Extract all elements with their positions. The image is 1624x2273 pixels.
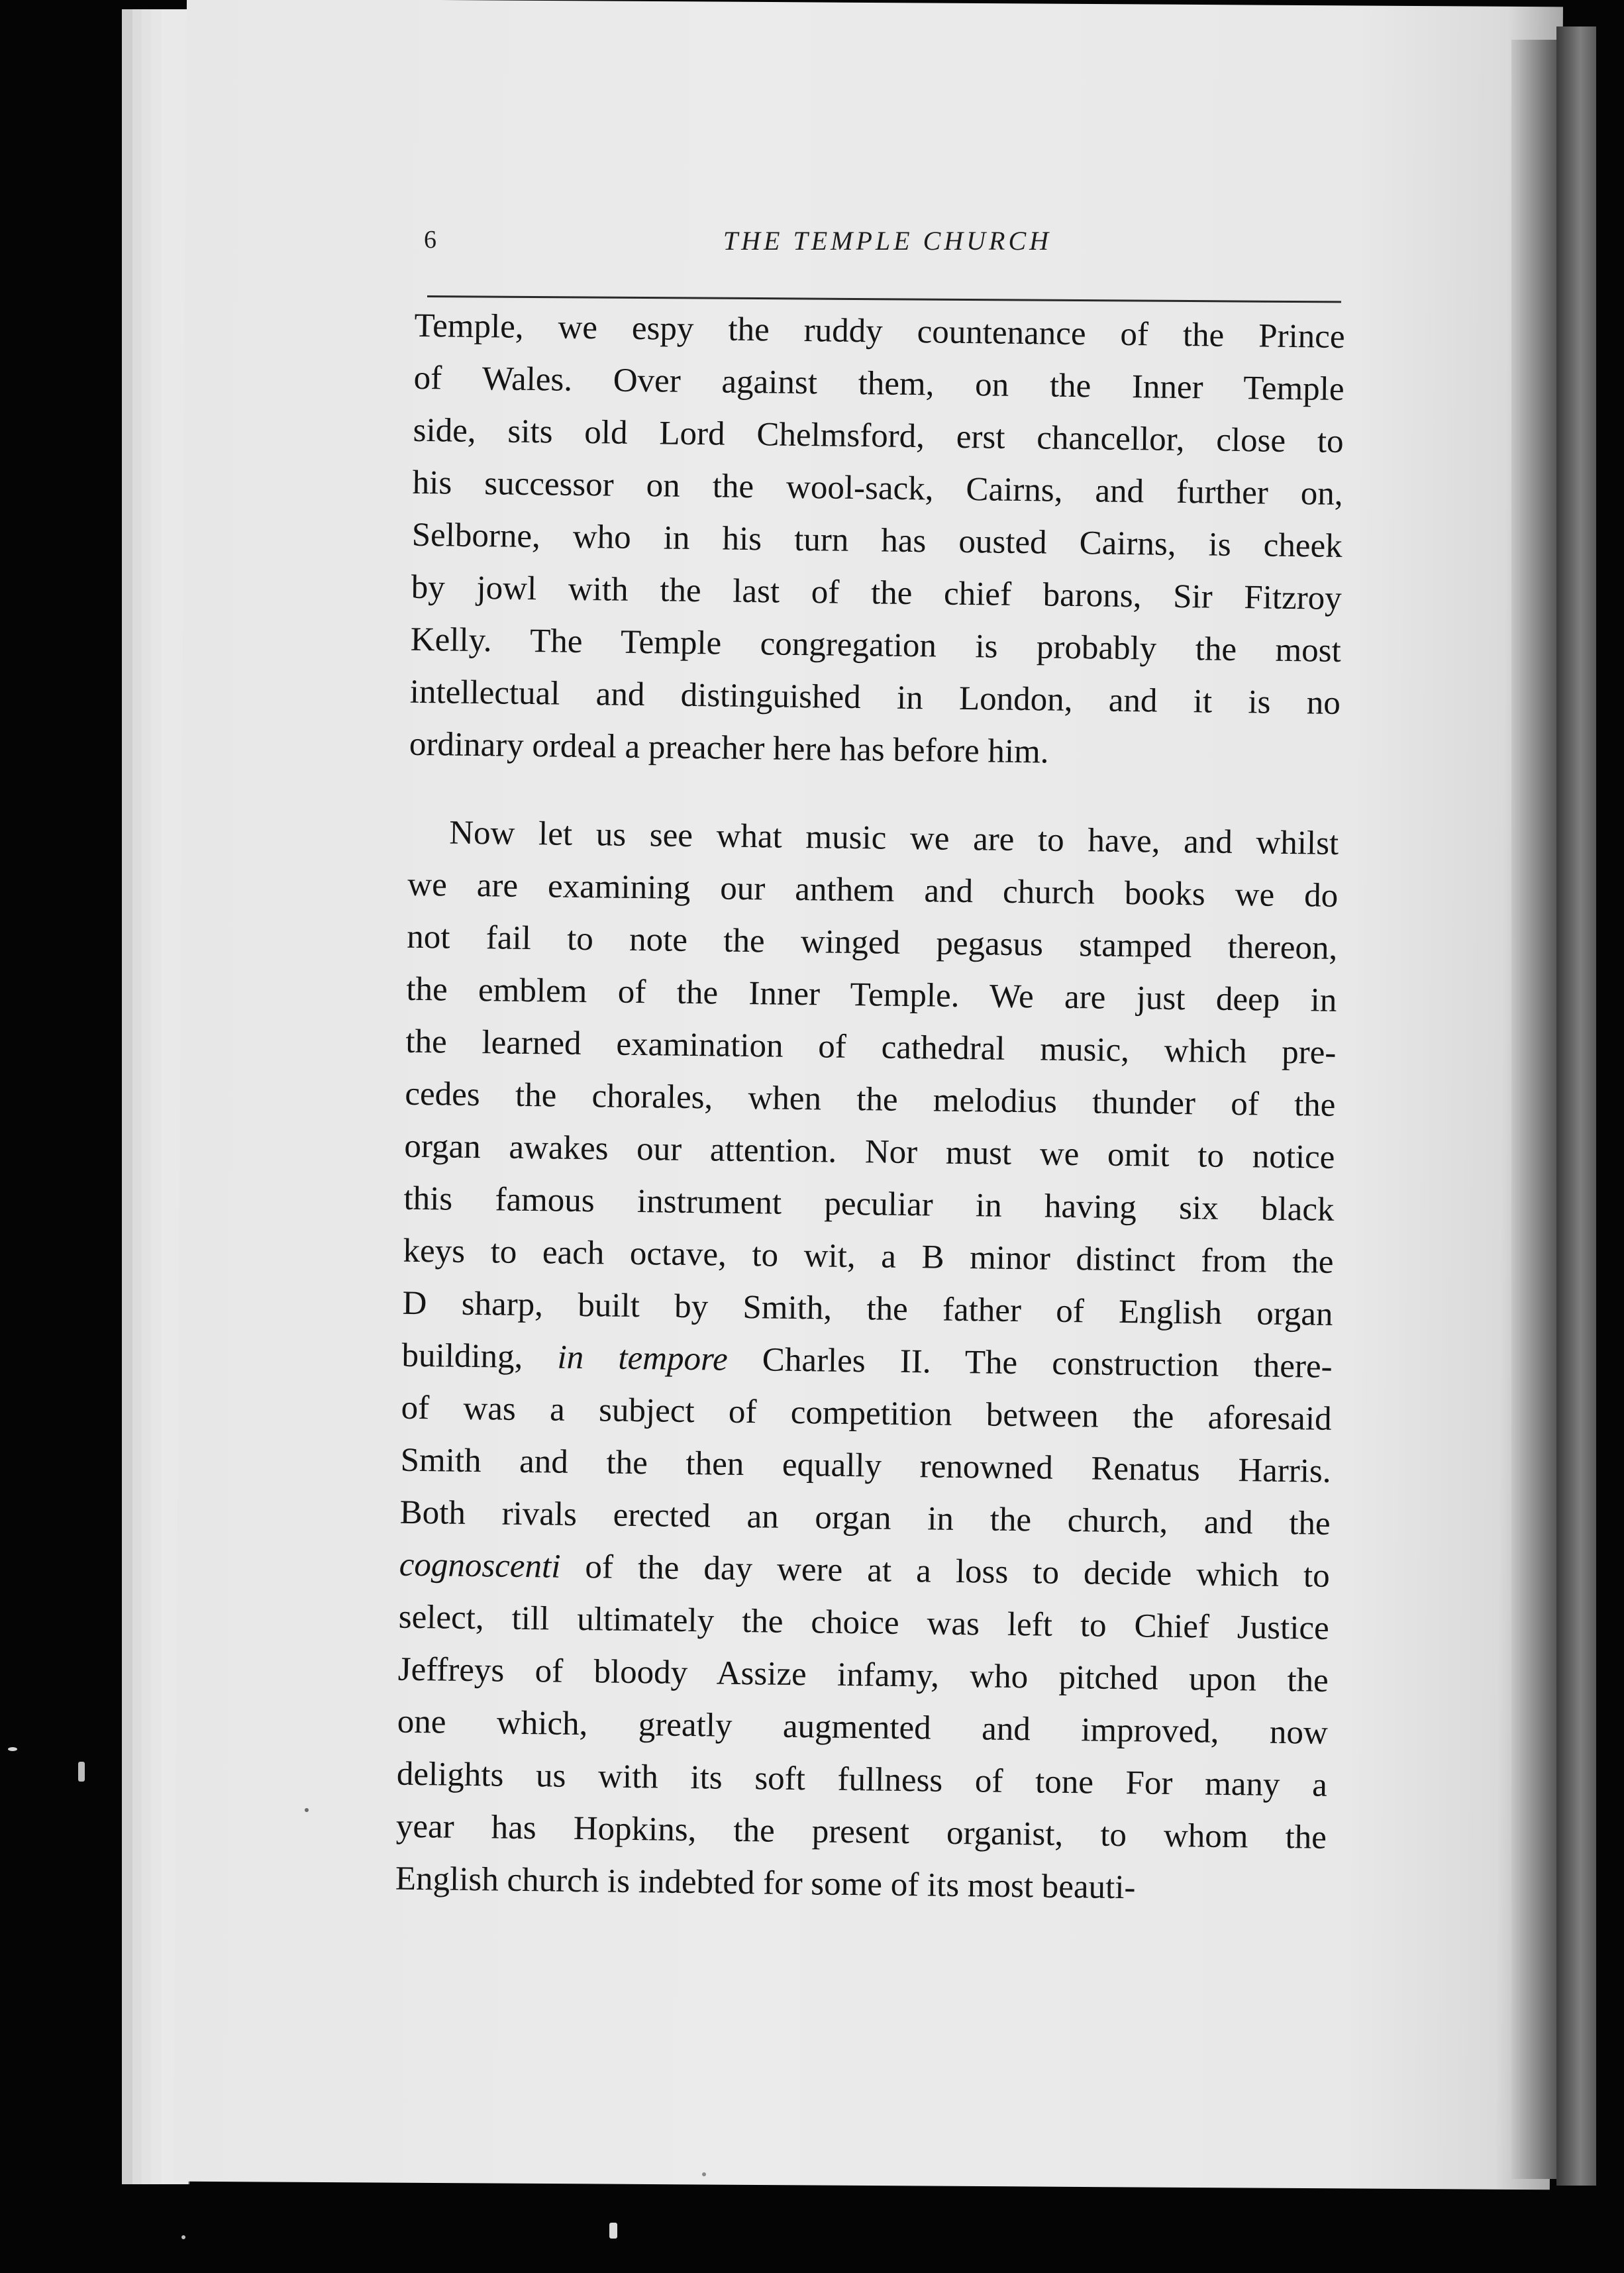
text-line: by jowl with the last of the chief barons, Sir Fitzroy — [411, 568, 1343, 617]
scan-speck — [609, 2223, 617, 2239]
text-line: cedes the chorales, when the melodius thunder of the — [405, 1075, 1336, 1124]
scan-speck — [181, 2235, 185, 2239]
text-line: one which, greatly augmented and improved, now — [397, 1703, 1329, 1752]
text-line: Now let us see what music we are to have, and whilst — [448, 814, 1339, 862]
text-line: the learned examination of cathedral music, which pre- — [405, 1023, 1337, 1072]
text-line: English church is indebted for some of its most beauti- — [395, 1860, 1136, 1907]
text-line: his successor on the wool-sack, Cairns, and further on, — [412, 464, 1343, 513]
text-line: cognoscenti of the day were at a loss to decide which to — [399, 1546, 1331, 1595]
text-line: organ awakes our attention. Nor must we omit to notice — [404, 1127, 1335, 1176]
text-line: Temple, we espy the ruddy countenance of the Prince — [414, 307, 1345, 356]
text-line: of Wales. Over against them, on the Inner Temple — [413, 359, 1345, 408]
text-line: delights us with its soft fullness of tone For many a — [396, 1755, 1328, 1804]
text-line: we are examining our anthem and church books we do — [407, 866, 1339, 915]
text-line: this famous instrument peculiar in having six black — [403, 1180, 1335, 1229]
text-line: intellectual and distinguished in London, and it is no — [409, 673, 1341, 722]
text-line: not fail to note the winged pegasus stamped thereon, — [407, 918, 1338, 967]
text-line: building, in tempore Charles II. The construction there- — [401, 1337, 1333, 1386]
text-line: ordinary ordeal a preacher here has before him. — [409, 725, 1049, 771]
facing-page-edge — [1556, 26, 1596, 2186]
scan-speck — [702, 2172, 706, 2176]
running-head: THE TEMPLE CHURCH — [723, 226, 1052, 256]
text-line: D sharp, built by Smith, the father of English organ — [402, 1284, 1333, 1333]
paragraph — [395, 807, 1339, 1917]
page-header — [424, 219, 1351, 272]
scan-speck — [8, 1747, 17, 1751]
paragraph — [409, 300, 1345, 782]
body-text — [395, 300, 1345, 1917]
scan-speck — [305, 1808, 309, 1812]
text-line: Kelly. The Temple congregation is probably the most — [410, 621, 1342, 670]
text-line: Selborne, who in his turn has ousted Cairns, is cheek — [411, 516, 1343, 565]
text-line: select, till ultimately the choice was left to Chief Justice — [398, 1598, 1330, 1647]
text-line: Both rivals erected an organ in the church, and the — [399, 1493, 1331, 1542]
scan-speck — [78, 1762, 85, 1782]
page-number: 6 — [424, 226, 436, 254]
text-line: the emblem of the Inner Temple. We are just deep in — [406, 970, 1337, 1019]
text-line: side, sits old Lord Chelmsford, erst chancellor, close to — [413, 411, 1344, 460]
text-line: Smith and the then equally renowned Renatus Harris. — [400, 1441, 1331, 1490]
text-line: keys to each octave, to wit, a B minor distinct from the — [403, 1232, 1334, 1281]
text-line: of was a subject of competition between the aforesaid — [401, 1389, 1332, 1438]
text-line: Jeffreys of bloody Assize infamy, who pitched upon the — [397, 1650, 1329, 1699]
text-line: year has Hopkins, the present organist, to whom the — [395, 1807, 1327, 1856]
